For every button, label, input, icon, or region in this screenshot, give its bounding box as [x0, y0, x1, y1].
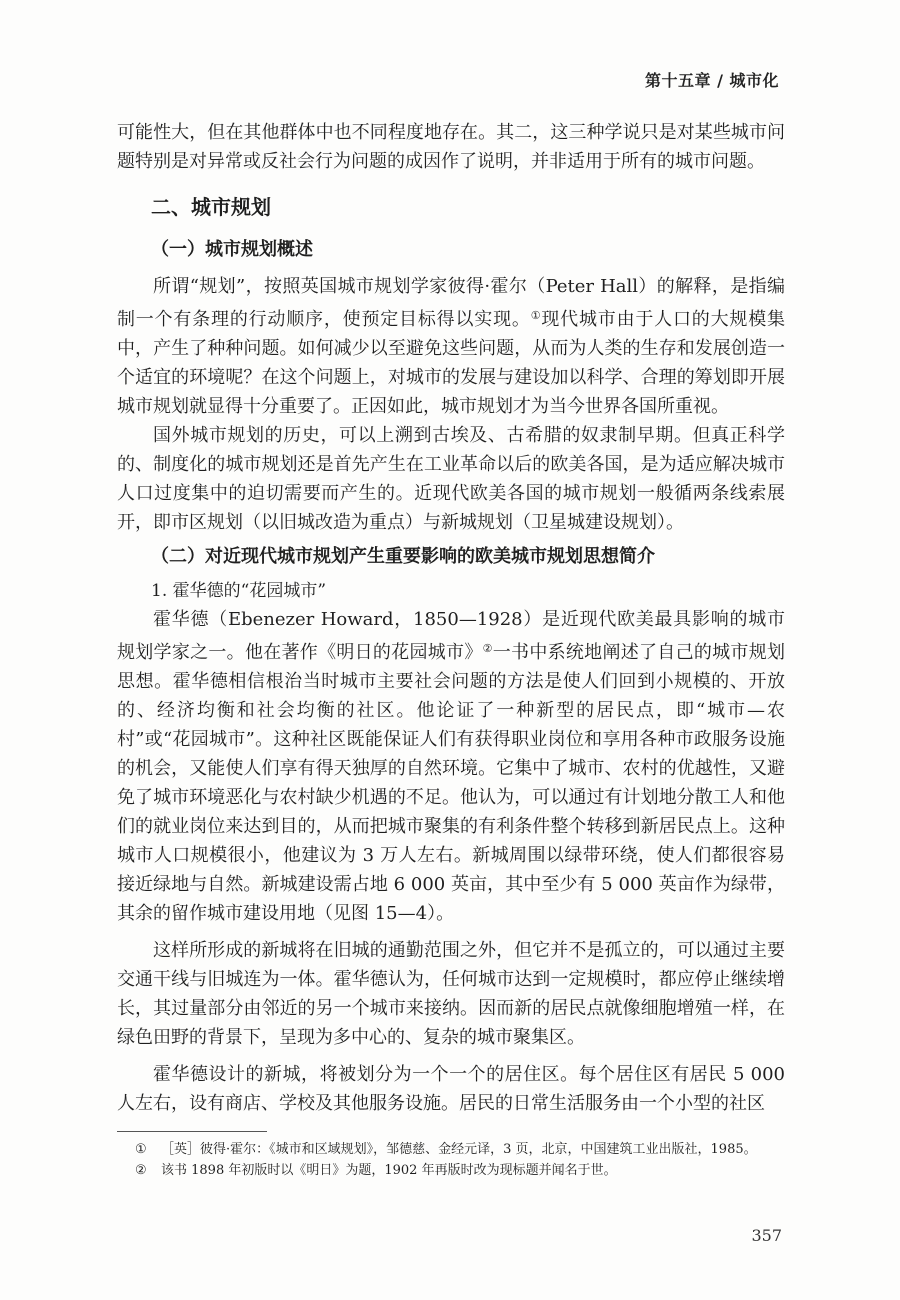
- running-header: 第十五章 / 城市化: [645, 71, 779, 90]
- paragraph-planning-definition: [117, 272, 785, 421]
- subsection-heading-2: （二）对近现代城市规划产生重要影响的欧美城市规划思想简介: [151, 546, 655, 567]
- subsection-heading-1: （一）城市规划概述: [151, 239, 313, 260]
- footnotes: [117, 1139, 785, 1181]
- footnote-2: [117, 1160, 785, 1181]
- footnote-text: ［英］彼得·霍尔：《城市和区域规划》，邹德慈、金经元译，3 页，北京，中国建筑工业出版社，1985。: [161, 1142, 757, 1157]
- paragraph-continued: 可能性大，但在其他群体中也不同程度地存在。其二，这三种学说只是对某些城市问题特别是对异常或反社会行为问题的成因作了说明，并非适用于所有的城市问题。: [117, 122, 785, 172]
- item-heading-garden-city: 1. 霍华德的“花园城市”: [151, 581, 327, 601]
- footnote-1: [117, 1139, 785, 1160]
- footnote-text: 该书 1898 年初版时以《明日》为题，1902 年再版时改为现标题并闻名于世。: [161, 1163, 617, 1178]
- page-number: 357: [751, 1226, 782, 1245]
- paragraph-text: 霍华德（Ebenezer Howard，1850—1928）是近现代欧美最具影响的城市规划学家之一。他在著作《明日的花园城市》: [117, 609, 785, 663]
- footnote-ref-1: ①: [530, 309, 542, 322]
- paragraph-text: 现代城市由于人口的大规模集中，产生了种种问题。如何减少以至避免这些问题，从而为人类的生存和发展创造一个适宜的环境呢？在这个问题上，对城市的发展与建设加以科学、合理的筹划即开展城市规划就显得十分重要了。正因如此，城市规划才为当今世界各国所重视。: [117, 309, 786, 417]
- paragraph-text: 所谓“规划”，按照英国城市规划学家彼得·霍尔（Peter Hall）的解释，是指编制一个有条理的行动顺序，使预定目标得以实现。: [117, 276, 785, 330]
- footnote-divider: [117, 1131, 267, 1132]
- paragraph-residential-district: 霍华德设计的新城，将被划分为一个一个的居住区。每个居住区有居民 5 000 人左右，设有商店、学校及其他服务设施。居民的日常生活服务由一个小型的社区: [117, 1064, 785, 1114]
- page-body: [117, 118, 785, 1118]
- section-heading: 二、城市规划: [151, 195, 271, 219]
- paragraph-planning-history: 国外城市规划的历史，可以上溯到古埃及、古希腊的奴隶制早期。但真正科学的、制度化的城市规划还是首先产生在工业革命以后的欧美各国，是为适应解决城市人口过度集中的迫切需要而产生的。近现代欧美各国的城市规划一般循两条线索展开，即市区规划（以旧城改造为重点）与新城规划（卫星城建设规划）。: [117, 425, 785, 533]
- footnote-mark: ②: [135, 1163, 147, 1178]
- footnote-ref-2: ②: [482, 642, 493, 655]
- paragraph-howard: [117, 605, 785, 928]
- footnote-mark: ①: [135, 1142, 147, 1157]
- paragraph-text: 一书中系统地阐述了自己的城市规划思想。霍华德相信根治当时城市主要社会问题的方法是使人们回到小规模的、开放的、经济均衡和社会均衡的社区。他论证了一种新型的居民点，即“城市—农村”或“花园城市”。这种社区既能保证人们有获得职业岗位和享用各种市政服务设施的机会，又能使人们享有得天独厚的自然环境。它集中了城市、农村的优越性，又避免了城市环境恶化与农村缺少机遇的不足。他认为，可以通过有计划地分散工人和他们的就业岗位来达到目的，从而把城市聚集的有利条件整个转移到新居民点上。这种城市人口规模很小，他建议为 3 万人左右。新城周围以绿带环绕，使人们都很容易接近绿地与自然。新城建设需占地 6 000 英亩，其中至少有 5 000 英亩作为绿带，其余的留作城市建设用地（见图 15—4）。: [117, 642, 785, 924]
- paragraph-new-town: 这样所形成的新城将在旧城的通勤范围之外，但它并不是孤立的，可以通过主要交通干线与旧城连为一体。霍华德认为，任何城市达到一定规模时，都应停止继续增长，其过量部分由邻近的另一个城市来接纳。因而新的居民点就像细胞增殖一样，在绿色田野的背景下，呈现为多中心的、复杂的城市聚集区。: [117, 940, 785, 1048]
